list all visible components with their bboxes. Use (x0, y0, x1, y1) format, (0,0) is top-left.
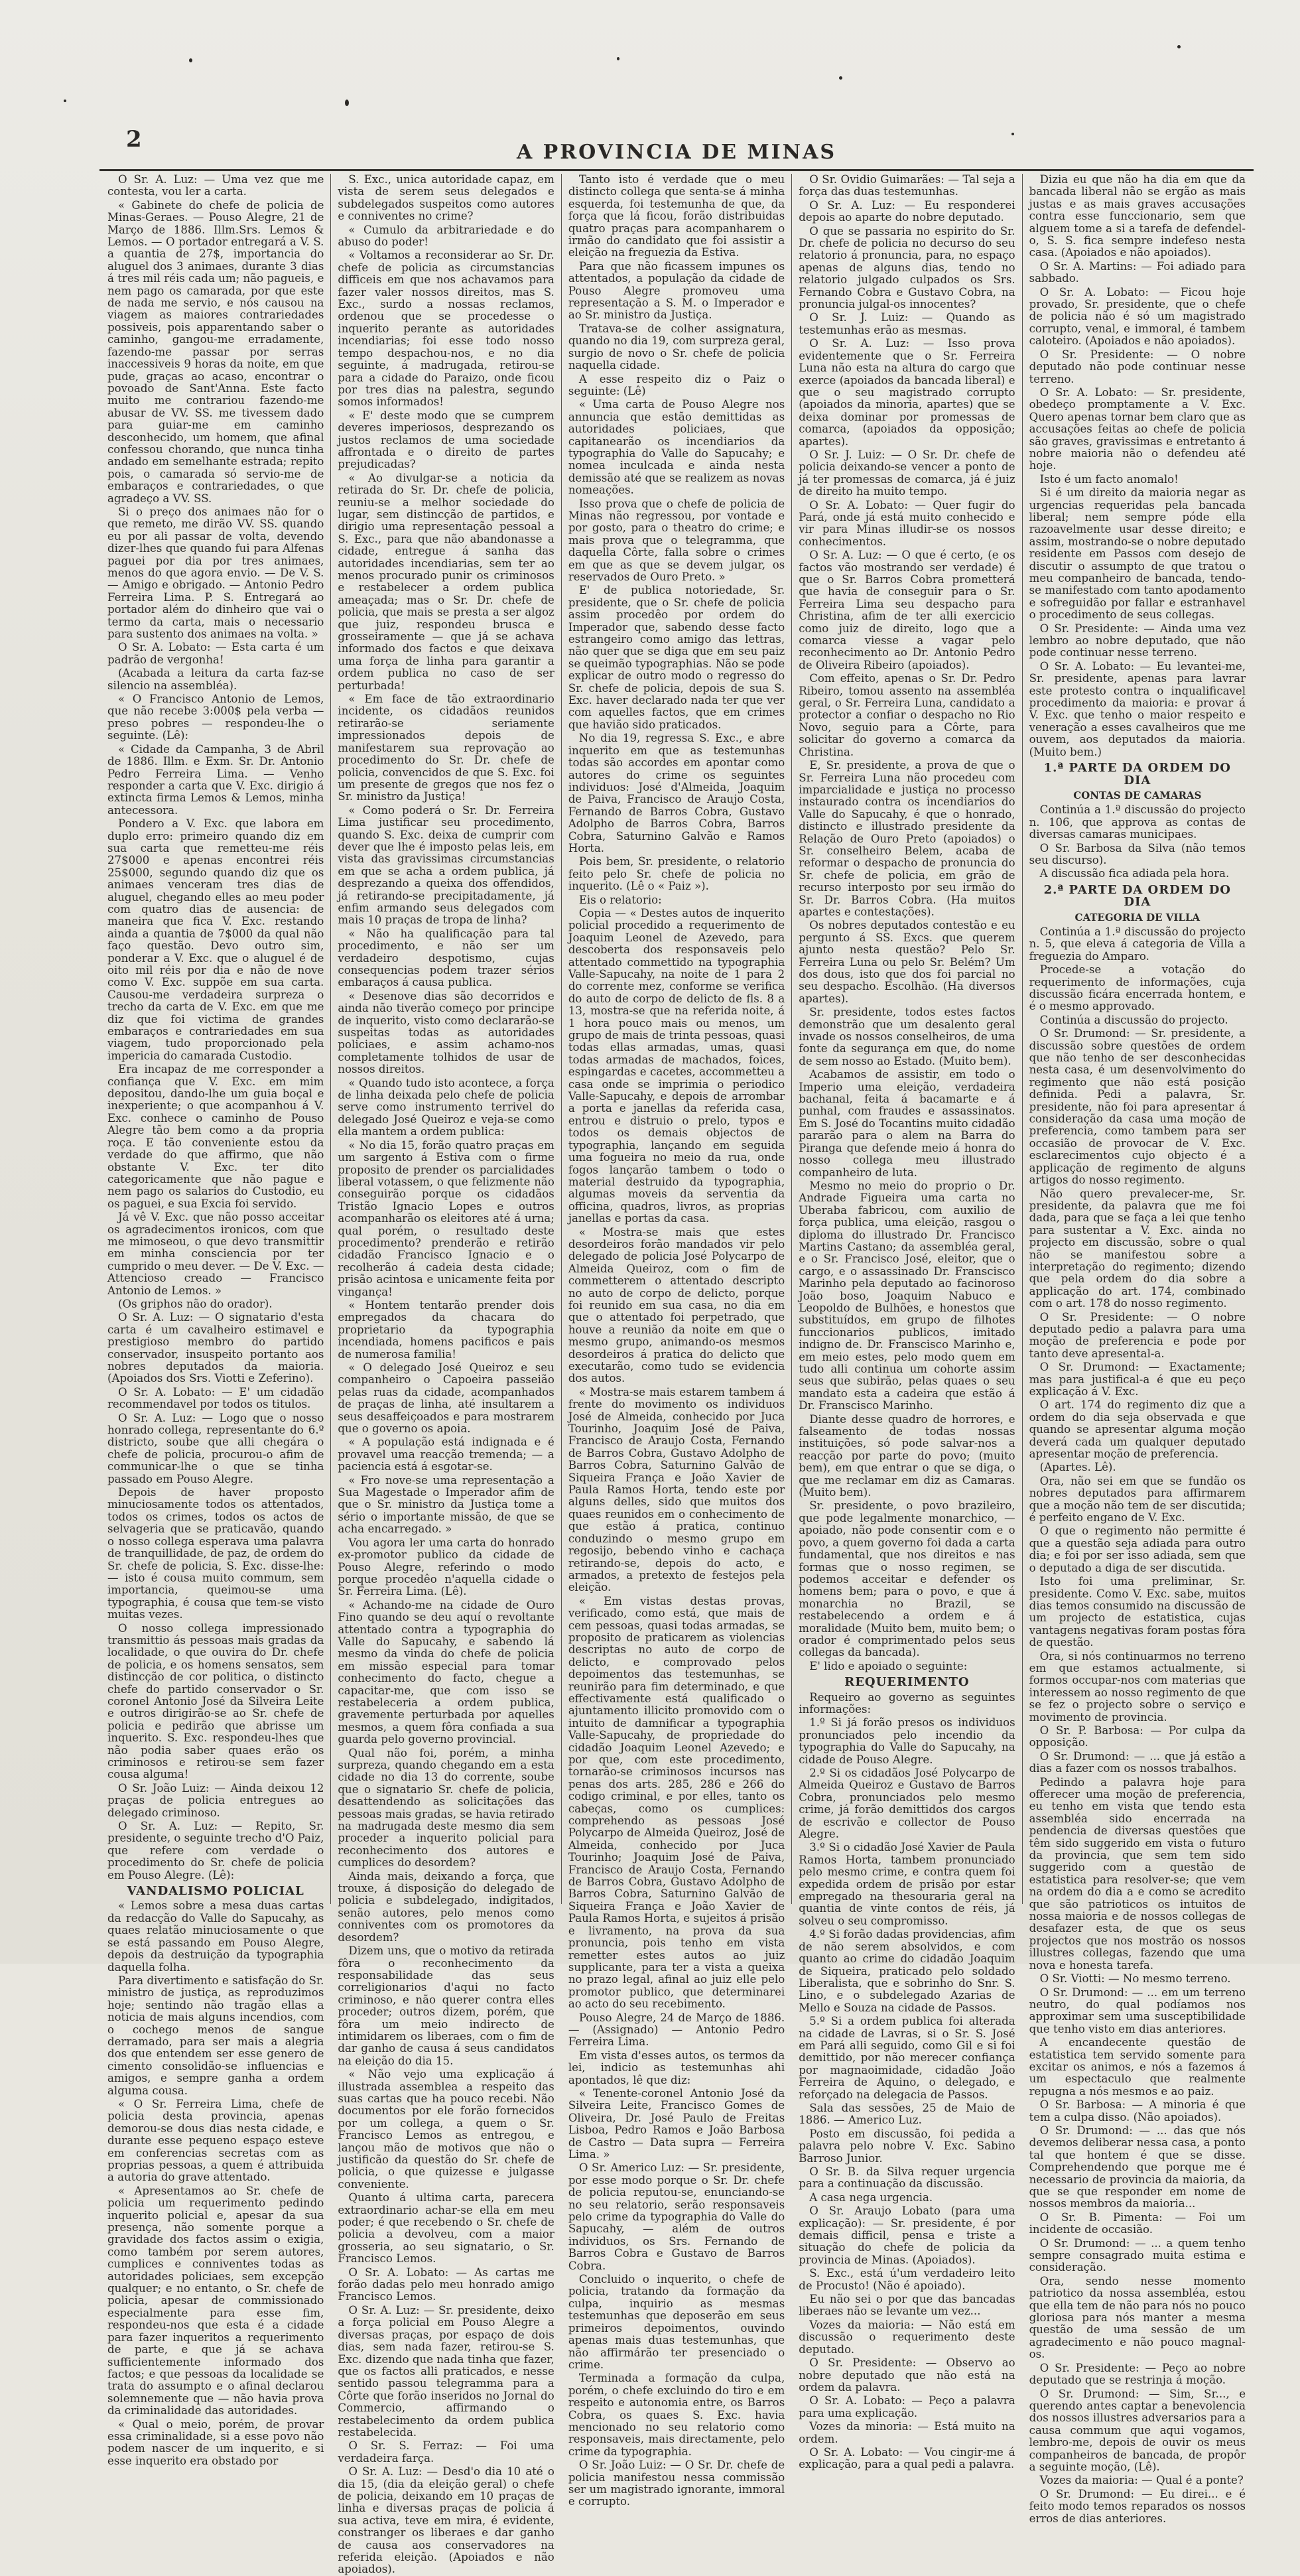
article-paragraph: Tratava-se de colher assignatura, quando no dia 19, com surpreza geral, surgio de novo o Sr. chefe de policia naquella cidade. (568, 322, 785, 372)
article-paragraph: « Hontem tentarão prender dois empregados da chacara do proprietario da typographia incendiada, homens pacificos e pais de numerosa familia! (338, 1298, 554, 1361)
article-paragraph: Era incapaz de me corresponder a confiança que V. Exc. em mim depositou, dando-lhe um guia boçal e inexperiente; o que acompanhou á V. Exc. conhece o caminho de Pouso Alegre tão bem como a da propria roça. E tão conveniente estou da verdade do que affirmo, que não obstante V. Exc. ter dito categoricamente que não pague e nem pago os salarios do Custodio, eu os paguei, e sua Excia foi servido. (107, 1063, 324, 1210)
article-paragraph: Vozes da minoria: — Está muito na ordem. (799, 2420, 1015, 2445)
article-paragraph: Terminada a formação da culpa, porém, o chefe excluindo do tiro e em respeito e autonomia entre, os Barros Cobra, os quaes S. Exc. havia mencionado no seu relatorio como responsaveis, mais directamente, pelo crime da typographia. (568, 2372, 785, 2458)
article-paragraph: 5.º Si a ordem publica foi alterada na cidade de Lavras, si o Sr. S. José em Pará alli seguido, como Gil e si foi demittido, por não merecer confiança por magnaoimidade, cidadão João Ferreira de Aquino, o delegado, e reforçado na delegacia de Passos. (799, 2015, 1015, 2101)
article-paragraph: Continúa a discussão do projecto. (1039, 1013, 1228, 1026)
page-header (99, 126, 1254, 172)
article-paragraph: Ora, não sei em que se fundão os nobres deputados para affirmarem que a moção não tem de ser discutida; é perfeito engano de V. Exc. (1029, 1474, 1246, 1525)
article-paragraph: Vozes da maioria: — Não está em discussão o requerimento deste deputado. (799, 2318, 1015, 2356)
column-1 (101, 173, 331, 2467)
article-paragraph: O Sr. Drumond: — Eu direi... e é feito modo temos reparados os nossos erros de dias anteriores. (1029, 2487, 1246, 2525)
article-paragraph: « Mostra-se mais estarem tambem á frente do movimento os individuos José de Almeida, conhecido por Juca Tourinho, Joaquim José de Paiva, Francisco de Araujo Costa, Fernando de Barros Cobra, Gustavo Adolpho de Barros Cobra, Saturnino Galvão de Siqueira França e João Xavier de Paula Ramos Horta, tendo este por alguns delles, sido que muitos dos quaes reunidos em o conhecimento de que estão á pratica, continuo conduzindo o mesmo grupo em regosijo, bebendo vinho e cachaça retirando-se, depois do acto, e armados, a pretexto de festejos pela eleição. (568, 1385, 785, 1594)
article-paragraph: Isto foi uma preliminar, Sr. presidente. Como V. Exc. sabe, muitos dias temos consumido na discussão de um projecto de estatistica, cujas vantagens negativas foram postas fóra de questão. (1029, 1575, 1246, 1649)
article-paragraph: O Sr. Presidente: — Observo ao nobre deputado que não está na ordem da palavra. (799, 2356, 1015, 2394)
article-paragraph: « Apresentamos ao Sr. chefe de policia um requerimento pedindo inquerito policial e, apesar da sua presença, não somente porque a gravidade dos factos assim o exigia, como também por serem autores, cumplices e conniventes todas as autoridades policiaes, sem excepção qualquer; e no entanto, o Sr. chefe de policia, apesar de commissionado especialmente para esse fim, respondeu-nos que esta é a cidade para fazer inqueritos a requerimento de parte, e que já se achava sufficientemente informado dos factos; e que pessoas da localidade se trata do assumpto e o afinal declarou solemnemente que — não havia prova da criminalidade das autoridades. (107, 2184, 324, 2417)
scan-speck (64, 100, 66, 102)
article-paragraph: O Sr. João Luiz: — O Sr. Dr. chefe de policia manifestou nessa commissão ser um magistrado ignorante, immoral e corrupto. (568, 2459, 785, 2508)
article-paragraph: 2.º Si os cidadãos José Polycarpo de Almeida Queiroz e Gustavo de Barros Cobra, pronunciados pelo mesmo crime, já forão demittidos dos cargos de escrivão e collector de Pouso Alegre. (799, 1767, 1015, 1841)
article-paragraph: « Achando-me na cidade de Ouro Fino quando se deu aquí o revoltante attentado contra a typographia do Valle do Sapucahy, e sabendo lá mesmo da vinda do chefe de policia em missão especial para tomar conhecimento do facto, chegue a capacitar-me, que com isso se restabeleceria a ordem publica, gravemente perturbada por aquelles mesmos, a quem fôra confiada a sua guarda pelo governo provincial. (338, 1598, 554, 1746)
article-paragraph: Os nobres deputados contestão e eu pergunto á SS. Excs. que querem ajunto nesta questão? Pelo Sr. Ferreira Luna ou pelo Sr. Belém? Um dos dous, isto que dos foi parcial no seu despacho. Escolhão. (Ha diversos apartes). (799, 919, 1015, 1005)
article-paragraph: O Sr. A. Luz: — Desd'o dia 10 até o dia 15, (dia da eleição geral) o chefe de policia, deixando em 10 praças de linha e diversas praças de policia á sua activa, teve em mira, é evidente, constranger os liberaes e dar ganho de causa aos conservadores na referida eleição. (Apoiados e não apoiados). (338, 2465, 554, 2576)
article-paragraph: O Sr. P. Barbosa: — Por culpa da opposição. (1029, 1724, 1246, 1749)
article-paragraph: « Lemos sobre a mesa duas cartas da redacção do Valle do Sapucahy, as quaes relatão minuciosamente o que se está passando em Pouso Alegre, depois da destruição da typographia daquella folha. (107, 1899, 324, 1974)
article-paragraph: O Sr. A. Luz: — O signatario d'esta carta é um cavalheiro estimavel e prestigioso membro do partido conservador, insuspeito portanto aos nobres deputados da maioria. (Apoiados dos Srs. Viotti e Zeferino). (107, 1311, 324, 1385)
article-paragraph: (Apartes. Lê). (1039, 1461, 1116, 1474)
article-paragraph: Quanto á ultima carta, parecera extraordinario achar-se ella em meu poder; é que recebendo o Sr. chefe de policia a devolveu, com a maior grosseria, ao seu signatario, o Sr. Francisco Lemos. (338, 2191, 554, 2266)
article-paragraph: S. Exc., está ú'um verdadeiro leito de Procusto! (Não é apoiado). (799, 2267, 1015, 2292)
column-5 (1023, 173, 1252, 2525)
article-paragraph: O Sr. A. Lobato: — Quer fugir do Pará, onde já está muito conhecido e vir para Minas illudir-se os nossos conhecimentos. (799, 498, 1015, 548)
article-paragraph: S. Exc., unica autoridade capaz, em vista de serem seus delegados e subdelegados suspeitos como autores e conniventes no crime? (338, 173, 554, 223)
article-paragraph: O Sr. Presidente: — Ainda uma vez lembro ao nobre deputado, que não pode continuar nesse terreno. (1029, 622, 1246, 659)
article-paragraph: Depois de haver proposto minuciosamente todos os attentados, todos os crimes, todos os actos de selvageria que se praticavão, quando o nosso collega esperava uma palavra de tranquillidade, de paz, de ordem do Sr. chefe de policia, S. Exc. disse-lhe: — isto é cousa muito commum, sem importancia, queimou-se uma typographia, é cousa que tem-se visto muitas vezes. (107, 1486, 324, 1621)
article-paragraph: O Sr. A. Luz: — Logo que o nosso honrado collega, representante do 6.º districto, soube que alli chegára o chefe de policia, procurou-o afim de communicar-lhe o que se tinha passado em Pouso Alegre. (107, 1411, 324, 1485)
article-paragraph: O Sr. Drumond: — ... em um terreno neutro, do qual podíamos nos approximar sem uma susceptibilidade que tenho visto em dias anteriores. (1029, 1986, 1246, 2035)
scan-speck (1177, 45, 1181, 48)
article-paragraph: O Sr. Drumond: — ... que já estão a dias a fazer com os nossos trabalhos. (1029, 1749, 1246, 1775)
article-paragraph: Si o preço dos animaes não for o que remeto, me dirão VV. SS. quando eu por ali passar de volta, devendo dizer-lhes que quando fui para Alfenas paguei por dia por tres animaes, menos do que agora envio. — De V. S. — Amigo e obrigado. — Antonio Pedro Ferreira Lima. P. S. Entregará ao portador além do dinheiro que vai o termo da carta, mais o necessario para sustento dos animaes na volta. » (107, 505, 324, 641)
article-paragraph: O Sr. A. Lobato: — As cartas me forão dadas pelo meu honrado amigo Francisco Lemos. (338, 2266, 554, 2303)
article-paragraph: 4.º Si forão dadas providencias, afim de não serem absolvidos, e com quanto ao crime do cidadão Joaquim de Siqueira, praticado pelo soldado Liberalista, que e sobrinho do Snr. S. Lino, e o subdelegado Azarias de Mello e Souza na cidade de Passos. (799, 1928, 1015, 2014)
article-paragraph: Pondero a V. Exc. que labora em duplo erro: primeiro quando diz em sua carta que remetteu-me réis 27$000 e apenas encontrei réis 25$000, segundo quando diz que os animaes venceram tres dias de aluguel, chegando elles ao meu poder com quatro dias de ausencia: de maneira que fica V. Exc. restando ainda a quantia de 7$000 da qual não faço questão. Devo outro sim, ponderar a V. Exc. que o aluguel é de oito mil réis por dia e não de nove como V. Exc. suppõe em sua carta. Causou-me verdadeira surpreza o trecho da carta de V. Exc. em que me diz que foi victima de grandes embaraços e contrariedades em sua viagem, tudo proporcionado pela impericia do camarada Custodio. (107, 817, 324, 1062)
article-paragraph: Isso prova que o chefe de policia de Minas não regressou, por vontade e por gosto, para o theatro do crime; e mais prova que o telegramma, que daquella Côrte, falla sobre o crimes em que as que se devem julgar, os reservados de Ouro Preto. » (568, 497, 785, 583)
column-3 (562, 173, 792, 2508)
article-paragraph: E, Sr. presidente, a prova de que o Sr. Ferreira Luna não procedeu com imparcialidade e justiça no processo instaurado contra os incendiarios do Valle do Sapucahy, é que o honrado, distincto e illustrado presidente da Relação de Ouro Preto (apoiados) o Sr. conselheiro Belem, acaba de reformar o despacho de pronuncia do Sr. chefe de policia, em grão de recurso interposto por seu irmão do Sr. Dr. Barros Cobra. (Ha muitos apartes e contestações). (799, 759, 1015, 918)
article-paragraph: O Sr. B. Pimenta: — Foi um incidente de occasião. (1029, 2210, 1246, 2236)
scan-speck (345, 100, 349, 106)
article-paragraph: O Sr. S. Ferraz: — Foi uma verdadeira farça. (338, 2439, 554, 2465)
page-number: 2 (126, 126, 142, 153)
article-paragraph: A discussão fica adiada pela hora. (1039, 867, 1230, 880)
article-paragraph: « Não vejo uma explicação á illustrada assemblea a respeito das suas cartas que ha pouco recebi. Não documentos por ele forão fornecidos por um collega, a quem o Sr. Francisco Lemos as entregou, e lançou mão de motivos que não o justificão da questão do Sr. chefe de policia, o que quizesse e julgasse conveniente. (338, 2068, 554, 2191)
article-paragraph: « O Francisco Antonio de Lemos, que não recebe 3:000$ pela verba — preso pobres — respondeu-lhe o seguinte. (Lê): (107, 693, 324, 742)
article-paragraph: O Sr. Barbosa da Silva (não temos seu discurso). (1029, 841, 1246, 866)
article-paragraph: O que se passaria no espirito do Sr. Dr. chefe de policia no decurso do seu relatorio á pronuncia, para, no espaço apenas de alguns dias, tendo no relatorio julgado culpados os Srs. Fernando Cobra e Gustavo Cobra, na pronuncia julgal-os innocentes? (799, 224, 1015, 311)
article-paragraph: « Em vistas destas provas, verificado, como está, que mais de cem pessoas, quasi todas armadas, se proposito de praticarem as violencias descriptas no auto de corpo de delicto, e comprovado pelos depoimentos das testemunhas, se reunirão para fim determinado, e que effectivamente está qualificado o ajuntamento illicito promovido com o intuito de damnificar a typographia Valle-Sapucahy, de propriedade do cidadão Joaquim Leonel Azevedo; e por que, com este procedimento, tornarão-se criminosos incursos nas penas dos arts. 285, 286 e 266 do codigo criminal, e por elles, tanto os cabeças, como os cumplices: comprehendo as pessoas José Polycarpo de Almeida Queiroz, José de Almeida, conhecido por Juca Tourinho; Joaquim José de Paiva, Francisco de Araujo Costa, Fernando de Barros Cobra, Gustavo Adolpho de Barros Cobra, Saturnino Galvão de Siqueira França e João Xavier de Paula Ramos Horta, e sujeitos á prisão e livramento, na prova da sua pronuncia, pois tenho em vista remetter estes autos ao juiz supplicante, para ter a vista a queixa no prazo legal, afinal ao juiz elle pelo promotor publico, que determinarei ao acto do seu recebimento. (568, 1594, 785, 2011)
article-paragraph: « Voltamos a reconsiderar ao Sr. Dr. chefe de policia as circumstancias difficeis em que nos achavamos para fazer valer nossos direitos, mas S. Exc., surdo a nossas reclamos, ordenou que se procedesse o inquerito perante as autoridades incendiarias; foi esse todo nosso tempo despachou-nos, e no dia seguinte, á madrugada, retirou-se para a cidade do Paraizo, onde ficou por tres dias na palestra, segundo somos informados! (338, 249, 554, 409)
article-paragraph: Tanto isto é verdade que o meu distincto collega que senta-se á minha esquerda, foi testemunha de que, da força que lá ficou, forão distribuidas quatro praças para acompanharem o irmão do candidato que foi assistir a eleição na freguezia da Estiva. (568, 173, 785, 259)
article-paragraph: O Sr. Drumond: — ... das que nós devemos deliberar nessa casa, a ponto tal que hontem é que se disse. Comprehendendo que porque me é necessario de provincia da maioria, da que se que responder em nome de nossos membros da maioria... (1029, 2124, 1246, 2210)
section-subheading: CATEGORIA DE VILLA (1074, 911, 1201, 923)
article-paragraph: « Desenove dias são decorridos e ainda não tiverão começo por principe de inquerito, visto como declararão-se suspeitas todas as autoridades policiaes, e assim achamo-nos completamente tolhidos de usar de nossos direitos. (338, 989, 554, 1076)
scan-speck (617, 57, 619, 60)
article-paragraph: O Sr. Drumond: — Sr. presidente, a discussão sobre questões de ordem que não tenho de ser desconhecidas nesta casa, é um desenvolvimento do regimento que não está posição definida. Pedi a palavra, Sr. presidente, não foi para apresentar á consideração da casa uma moção de preferencia, como tambem para ser occasião de provocar de V. Exc. esclarecimentos cujo objecto é a applicação de regimento de alguns artigos do nosso regimento. (1029, 1027, 1246, 1187)
article-paragraph: Pois bem, Sr. presidente, o relatorio feito pelo Sr. chefe de policia no inquerito. (Lê o « Paiz »). (568, 855, 785, 893)
article-paragraph: Acabamos de assistir, em todo o Imperio uma eleição, verdadeira bachanal, feita á bacamarte e á punhal, com fraudes e assassinatos. Em S. José do Tocantins muito cidadão pararão para o alem na Barra do Piranga que defende meio á honra do nosso collega meu illustrado companheiro de luta. (799, 1068, 1015, 1179)
section-subheading: CONTAS DE CAMARAS (1073, 789, 1202, 801)
article-paragraph: Eis o relatorio: (578, 893, 662, 906)
article-paragraph: O Sr. Presidente: — Peço ao nobre deputado que se restrinja á moção. (1029, 2361, 1246, 2387)
header-rule (99, 169, 1254, 171)
article-paragraph: O Sr. A. Luz: — Sr. presidente, deixo a força policial em Pouso Alegre a diversas praças, por espaço de dois dias, sem nada fazer, retirou-se S. Exc. dizendo que nada tinha que fazer, que os factos alli praticados, e nesse sentido passou telegramma para a Côrte que forão inseridos no Jornal do Commercio, affirmando o restabelecimento da ordem publica restabelecida. (338, 2303, 554, 2439)
article-paragraph: Sala das sessões, 25 de Maio de 1886. — Americo Luz. (799, 2101, 1015, 2127)
article-paragraph: « E' deste modo que se cumprem deveres imperiosos, desprezando os justos reclamos de uma sociedade affrontada e o direito de partes prejudicadas? (338, 409, 554, 471)
article-paragraph: O Sr. A. Lobato: — Vou cingir-me á explicação, para a qual pedi a palavra. (799, 2445, 1015, 2471)
section-heading: REQUERIMENTO (844, 1675, 970, 1690)
article-paragraph: O Sr. B. da Silva requer urgencia para a continuação da discussão. (799, 2165, 1015, 2191)
article-paragraph: « Em face de tão extraordinario incidente, os cidadãos reunidos retirarão-se seriamente impressionados depois de manifestarem sua reprovação ao procedimento do Sr. Dr. chefe de policia, convencidos de que S. Exc. foi um presente de gregos que nos fez o Sr. ministro da Justiça! (338, 693, 554, 803)
article-paragraph: Vou agora ler uma carta do honrado ex-promotor publico da cidade de Pouso Alegre, referindo o modo porque procedêo n'aquella cidade o Sr. Ferreira Lima. (Lê). (338, 1536, 554, 1598)
article-paragraph: Eu não sei o por que das bancadas liberaes não se levante um vez... (799, 2293, 1015, 2318)
section-heading: VANDALISMO POLICIAL (127, 1884, 304, 1899)
article-paragraph: O que o regimento não permitte é que a questão seja adiada para outro dia; e foi por ser isso adiada, sem que o deputado a diga de ser discutida. (1029, 1525, 1246, 1574)
article-paragraph: « Ao divulgar-se a noticia da retirada do Sr. Dr. chefe de policia, reuniu-se a melhor sociedade do lugar, sem distincção de partidos, e dirigio uma representação pessoal a S. Exc., para que não abandonasse a cidade, entregue á sanha das autoridades incendiarias, sem ter ao menos procurado punir os criminosos e restabelecer a ordem publica ameaçada; mas o Sr. Dr. chefe de policia, que mais se presta a ser algoz que juiz, respondeu brusca e grosseiramente — que já se achava informado dos factos e que deixava uma força de linha para garantir a ordem publica no caso de ser perturbada! (338, 471, 554, 692)
text-columns (101, 173, 1252, 2576)
article-paragraph: Ora, sendo nesse momento patriotico da nossa assembléa, estou que ella tem de não para nós no pouco gloriosa para nós manter a mesma questão de uma sessão de um agradecimento e não pouco magnal-os. (1029, 2274, 1246, 2361)
article-paragraph: No dia 19, regressa S. Exc., e abre inquerito em que as testemunhas todas são accordes em apontar como autores do crime os seguintes individuos: José d'Almeida, Joaquim de Paiva, Francisco de Araujo Costa, Fernando de Barros Cobra, Gustavo Adolpho de Barros Cobra, Barros Cobra, Saturnino Galvão e Ramos Horta. (568, 732, 785, 854)
article-paragraph: Continúa a 1.ª discussão do projecto n. 106, que approva as contas de diversas camaras municipaes. (1029, 803, 1246, 841)
article-paragraph: « O delegado José Queiroz e seu companheiro o Capoeira passeião pelas ruas da cidade, acompanhados de praças de linha, até insultarem a seus desaffeiçoados e para mostrarem que o governo os apoia. (338, 1361, 554, 1436)
article-paragraph: Procede-se a votação do requerimento de informações, cuja discussão ficára encerrada hontem, e é o mesmo approvado. (1029, 963, 1246, 1013)
article-paragraph: Pouso Alegre, 24 de Março de 1886. — (Assignado) — Antonio Pedro Ferreira Lima. (568, 2011, 785, 2049)
article-paragraph: « O Sr. Ferreira Lima, chefe de policia desta provincia, apenas demorou-se dous dias nesta cidade, e durante esse pequeno espaço esteve em conferencias secretas com as proprias pessoas, a quem é attribuida a autoria do grave attentado. (107, 2097, 324, 2184)
article-paragraph: O Sr. A. Luz: — Isso prova evidentemente que o Sr. Ferreira Luna não esta na altura do cargo que exerce (apoiados da bancada liberal) e que o seu magistrado corrupto (apoiados da minoria, apartes) que se deixa dominar por promessas de comarca, (apoiados da opposição; apartes). (799, 337, 1015, 448)
article-paragraph: Concluido o inquerito, o chefe de policia, tratando da formação da culpa, inquirio as mesmas testemunhas que deposerão em seus primeiros depoimentos, ouvindo apenas mais duas testemunhas, que não affirmárão ter presenciado o crime. (568, 2273, 785, 2371)
article-paragraph: « Quando tudo isto acontece, a força de linha deixada pelo chefe de policia serve como instrumento terrivel do delegado José Queiroz e veja-se como ella mantem a ordem publica: (338, 1076, 554, 1138)
article-paragraph: (Os griphos não do orador). (118, 1297, 273, 1310)
article-paragraph: « Gabinete do chefe de policia de Minas-Geraes. — Pouso Alegre, 21 de Março de 1886. Illm.Srs. Lemos & Lemos. — O portador entregará a V. S. a quantia de 27$, importancia do aluguel dos 3 animaes, durante 3 dias á tres mil réis cada um; não pagueis, e nem pago os camarada, por que este de nada me servio, e nós causou na viagem as maiores contrariedades possiveis, pois apparentando saber o caminho, gangou-me erradamente, fazendo-me passar por serras inaccessiveis 9 horas da noite, em que pude, graças ao acaso, encontrar o povoado de Sant'Anna. Este facto muito me contrariou fazendo-me abusar de VV. SS. me tivessem dado para guiar-me em caminho desconhecido, um homem, que afinal confessou chorando, que nunca tinha andado em semelhante estrada; repito pois, o camarada só servio-me de embaraços e contrariedades, o que agradeço a VV. SS. (107, 198, 324, 505)
article-paragraph: O Sr. A. Luz: — Uma vez que me contesta, vou ler a carta. (107, 173, 324, 198)
article-paragraph: Para que não ficassem impunes os attentados, a população da cidade de Pouso Alegre promoveu uma representação a S. M. o Imperador e ao Sr. ministro da Justiça. (568, 259, 785, 322)
article-paragraph: « Cumulo da arbitrariedade e do abuso do poder! (338, 223, 554, 249)
article-paragraph: O Sr. Araujo Lobato (para uma explicação): — Sr. presidente, é por demais difficil, pensa e triste a situação do chefe de policia da provincia de Minas. (Apoiados). (799, 2204, 1015, 2266)
article-paragraph: « Como poderá o Sr. Dr. Ferreira Lima justificar seu procedimento, quando S. Exc. deixa de cumprir com dever que lhe é imposto pelas leis, em vista das gravissimas circumstancias em que se acha a ordem publica, já desprezando a queixa dos offendidos, já retirando-se precipitadamente, já enfim armando seus delegados com mais 10 praças de tropa de linha? (338, 803, 554, 927)
article-paragraph: O Sr. A. Martins: — Foi adiado para sabbado. (1029, 259, 1246, 285)
article-paragraph: Posto em discussão, foi pedida a palavra pelo nobre V. Exc. Sabino Barroso Junior. (799, 2127, 1015, 2165)
article-paragraph: Diante desse quadro de horrores, e falseamento de todas nossas instituições, só pode salvar-nos a reacção por parte do povo; (muito bem), em que entrar o que se diga, o que me reclamar em diz as Camaras. (Muito bem). (799, 1412, 1015, 1499)
article-paragraph: Sr. presidente, o povo brazileiro, que pode legalmente monarchico, — apoiado, não pode consentir com e o povo, a quem governo foi dada a carta fundamental, que nos direitos e nas formas que o nosso regimen, se podemos acceitar e defender os homens bem; para o povo, e que á monarchia no Brazil, se restabelecendo a ordem e á moralidade (Muito bem, muito bem; o orador é comprimentado pelos seus collegas da bancada). (799, 1499, 1015, 1659)
article-paragraph: O Sr. Drumond: — ... a quem tenho sempre consagrado muita estima e consideração. (1029, 2236, 1246, 2274)
article-paragraph: O Sr. A. Luz: — Repito, Sr. presidente, o seguinte trecho d'O Paiz, que refere com verdade o procedimento do Sr. chefe de policia em Pouso Alegre. (Lê): (107, 1820, 324, 1881)
scan-speck (189, 58, 192, 62)
article-paragraph: O Sr. J. Luiz: — O Sr. Dr. chefe de policia deixando-se vencer a ponto de já ter promessas de comarca, já é juiz de direito ha muito tempo. (799, 448, 1015, 498)
article-paragraph: O Sr. A. Lobato: — Sr. presidente, obedeço promptamente a V. Exc. Quero apenas tornar bem claro que as accusações feitas ao chefe de policia são graves, gravissimas e entretanto á nobre maioria não o defendeu até hoje. (1029, 385, 1246, 472)
article-paragraph: Já vê V. Exc. que não posso acceitar os agradecimentos ironicos, com que me mimoseou, o que devo transmittir em minha consciencia por ter cumprido o meu dever. — De V. Exc. — Attencioso creado — Francisco Antonio de Lemos. » (107, 1211, 324, 1297)
article-paragraph: O Sr. A. Luz: — Eu responderei depois ao aparte do nobre deputado. (799, 198, 1015, 224)
article-paragraph: O nosso collega impressionado transmittio ás pessoas mais gradas da localidade, o que ouvira do Dr. chefe de policia, e os homens sensatos, sem distincção de cor politica, o distincto chefe do partido conservador o Sr. coronel Antonio José da Silveira Leite e outros dirigirão-se ao Sr. chefe de policia e pedirão que abrisse um inquerito. S. Exc. respondeu-lhes que não podia saber quaes erão os criminosos e retirou-se sem fazer cousa alguma! (107, 1621, 324, 1781)
article-paragraph: « A população está indignada e é provavel uma reacção tremenda; — a paciencia está á esgotar-se. (338, 1436, 554, 1473)
article-paragraph: O Sr. Presidente: — O nobre deputado pedio a palavra para uma moção de preferencia e pode por tanto deve apresental-a. (1029, 1310, 1246, 1360)
article-paragraph: Em vista d'esses autos, os termos da lei, indicio as testemunhas ahi apontados, lê que diz: (568, 2049, 785, 2086)
article-paragraph: Dizia eu que não ha dia em que da bancada liberal não se ergão as mais justas e as mais graves accusações contra esse funccionario, sem que alguem tome a si a tarefa de defendel-o, S. S. fica sempre indefeso nesta casa. (Apoiados e não apoiados). (1029, 173, 1246, 259)
article-paragraph: « No dia 15, forão quatro praças em um sargento á Estiva com o firme proposito de prender os parcialidades liberal votassem, o que felizmente não conseguirão porque os cidadãos Tristão Ignacio Lopes e outros acompanharão os eleitores até á urna; qual porém, o resultado deste procedimento? prenderão e retirão cidadão Francisco Ignacio e o recolherão á cadeia desta cidade; prisão acintosa e unicamente feita por vingança! (338, 1138, 554, 1298)
article-paragraph: A casa nega urgencia. (809, 2191, 933, 2204)
article-paragraph: Copia — « Destes autos de inquerito policial procedido a requerimento de Joaquim Leonel de Azevedo, para descoberta dos responsaveis pelo attentado commettido na typographia Valle-Sapucahy, na noite de 1 para 2 do corrente mez, conforme se verifica do auto de corpo de delicto de fls. 8 a 13, mostra-se que na referida noite, á 1 hora pouco mais ou menos, um grupo de mais de trinta pessoas, quasi todas ellas armadas, umas, quasi todas armadas de machados, foices, espingardas e cacetes, accommetteu a casa onde se imprimia o periodico Valle-Sapucahy, e depois de arrombar a porta e janellas da referida casa, entrou e distruio o prelo, typos e todos os demais objectos de typographia, lançando em seguida uma fogueira no meio da rua, onde fogos lançarão tambem o todo o material destruido da typographia, algumas moveis da serventia da officina, quadros, livros, as proprias janellas e portas da casa. (568, 906, 785, 1225)
article-paragraph: « Uma carta de Pouso Alegre nos annuncia que estão demittidas as autoridades policiaes, que capitanearão os incendiarios da typographia do Valle do Sapucahy; e nomea inculcada e ainda nesta demissão até que se realizem as novas nomeações. (568, 398, 785, 497)
article-paragraph: « Não ha qualificação para tal procedimento, e não ser um verdadeiro despotismo, cujas consequencias podem trazer sérios embaraços á causa publica. (338, 927, 554, 989)
article-paragraph: Vozes da maioria: — Qual é a ponte? (1039, 2474, 1244, 2487)
article-paragraph: A esse respeito diz o Paiz o seguinte: (Lê) (568, 372, 785, 397)
article-paragraph: O Sr. A. Lobato: — Eu levantei-me, Sr. presidente, apenas para lavrar este protesto contra o inqualificavel procedimento da maioria: e provar á V. Exc. que tenho o maior respeito e veneração a esses cavalheiros que me ouvem, aos deputados da maioria. (Muito bem.) (1029, 659, 1246, 758)
article-paragraph: A encandecente questão de estatistica tem servido somente para excitar os animos, e nós a fazemos á um espectaculo que realmente repugna a nós mesmos e ao paiz. (1029, 2036, 1246, 2098)
article-paragraph: Mesmo no meio do proprio o Dr. Andrade Figueira uma carta no Uberaba fabricou, com auxilio de força publica, uma eleição, rasgou o diploma do illustrado Dr. Francisco Martins Castano; da assembléa geral, e o Sr. Francisco José, eleitor, que o cargo, e o assassinado Dr. Franscisco Marinho pela deputado ao facinoroso João boso, Joaquim Nabuco e Leopoldo de Bulhões, e honestos que substituídos, em grupo de filhotes funccionarios publicos, imitado indigno de. Dr. Franscisco Marinho e, em meio estes, pelo modo quem em tudo alli continua um cohorte assim seus que subirão, pelas quaes o seu mandato esta a cadeira que estão á Dr. Franscisco Marinho. (799, 1179, 1015, 1412)
article-paragraph: Ora, si nós continuarmos no terreno em que estamos actualmente, si formos occupar-nos com materias que interessem ao nosso regimento de que se fez o projecto sobre o serviço e movimento de provincia. (1029, 1649, 1246, 1724)
article-paragraph: O Sr. Americo Luz: — Sr. presidente, por esse modo porque o Sr. Dr. chefe de policia reputou-se, enunciando-se no seu relatorio, serão responsaveis pelo crime da typographia do Valle do Sapucahy, — além de outros individuos, os Srs. Fernando de Barros Cobra e Gustavo de Barros Cobra. (568, 2161, 785, 2272)
section-heading: 1.ª PARTE DA ORDEM DO DIA (1043, 761, 1231, 787)
article-paragraph: Sr. presidente, todos estes factos demonstrão que um desalento geral invade os nossos conselheiros, de uma fonte da segurança em que, do nome de sem nosso ao Estado. (Muito bem). (799, 1006, 1015, 1067)
article-paragraph: 1.º Si já forão presos os individuos pronunciados pelo incendio da typographia do Valle do Sapucahy, na cidade de Pouso Alegre. (799, 1716, 1015, 1766)
article-paragraph: Si é um direito da maioria negar as urgencias requeridas pela bancada liberal; nem sempre póde ella razoavelmente usar desse direito; e assim, mostrando-se o nobre deputado residente em Passos com desejo de discutir o assumpto de que tratou o meu companheiro de bancada, tendo-se manifestado com tanto apodamento e sofreguidão por fallar e estranhavel o procedimento de seus collegas. (1029, 486, 1246, 622)
article-paragraph: O Sr. A. Lobato: — Esta carta é um padrão de vergonha! (107, 641, 324, 666)
article-paragraph: Dizem uns, que o motivo da retirada fôra o reconhecimento da responsabilidade das seus correligionarios d'aqui no facto criminoso, e não querer contra elles proceder; outros dizem, porém, que fôra um meio indirecto de intimidarem os liberaes, com o fim de dar ganho de causa á seus candidatos na eleição do dia 15. (338, 1944, 554, 2067)
article-paragraph: O Sr. J. Luiz: — Quando as testemunhas erão as mesmas. (799, 311, 1015, 336)
article-paragraph: O Sr. Presidente: — O nobre deputado não pode continuar nesse terreno. (1029, 348, 1246, 385)
article-paragraph: Para divertimento e satisfação do Sr. ministro de justiça, as reproduzimos hoje; sentindo não tragão ellas a noticia de mais alguns incendios, com o cochego menos de sangue derramado, para ser mais a alegria dos que entendem ser esse genero de cimento consolidão-se influencias e amigos, e sempre ganha a ordem alguma cousa. (107, 1974, 324, 2097)
article-paragraph: Com effeito, apenas o Sr. Dr. Pedro Ribeiro, tomou assento na assembléa geral, o Sr. Ferreira Luna, candidato a protector a confiar o despacho no Rio Novo, seguio para a Côrte, para solicitar do governo a comarca da Christina. (799, 672, 1015, 758)
article-paragraph: « Tenente-coronel Antonio José da Silveira Leite, Francisco Gomes de Oliveira, Dr. José Paulo de Freitas Lisboa, Pedro Ramos e João Barbosa de Castro — Data supra — Ferreira Lima. » (568, 2086, 785, 2161)
article-paragraph: O Sr. A. Lobato: — Ficou hoje provado, Sr. presidente, que o chefe de policia não é só um magistrado corrupto, venal, e immoral, é tambem caloteiro. (Apoiados e não apoiados). (1029, 285, 1246, 348)
column-4 (792, 173, 1022, 2471)
column-2 (331, 173, 561, 2576)
article-paragraph: « Fro nove-se uma representação a Sua Magestade o Imperador afim de que o Sr. ministro da Justiça tome a sério o importante missão, de que se acha encarregado. » (338, 1473, 554, 1536)
article-paragraph: O Sr. João Luiz: — Ainda deixou 12 praças de policia entregues ao delegado criminoso. (107, 1781, 324, 1819)
scan-speck (839, 76, 842, 80)
article-paragraph: 3.º Si o cidadão José Xavier de Paula Ramos Horta, tambem pronunciado pelo mesmo crime, e contra quem foi expedida ordem de prisão por estar empregado na thesouraria geral na quantia de vinte contos de réis, já solveu o seu compromisso. (799, 1841, 1015, 1927)
article-paragraph: E' de publica notoriedade, Sr. presidente, que o Sr. chefe de policia assim procedêo por ordem do Imperador que, sabendo desse facto estrangeiro como amigo das lettras, não quer que se diga que em seu paiz se queimão typographias. Não se pode explicar de outro modo o regresso do Sr. chefe de policia, depois de sua S. Exc. haver declarado nada ter que ver com aquelles factos, que em crimes que havião sido praticados. (568, 584, 785, 731)
article-paragraph: O art. 174 do regimento diz que a ordem do dia seja observada e que quando se apresentar alguma moção deverá cada um qualquer deputado apresentar moção de preferencia. (1029, 1398, 1246, 1461)
article-paragraph: (Acabada a leitura da carta faz-se silencio na assembléa). (107, 667, 324, 692)
article-paragraph: « Cidade da Campanha, 3 de Abril de 1886. Illm. e Exm. Sr. Dr. Antonio Pedro Ferreira Lima. — Venho responder a carta que V. Exc. dirigio á extincta firma Lemos & Lemos, minha antecessora. (107, 742, 324, 817)
newspaper-title: A PROVINCIA DE MINAS (516, 141, 837, 164)
article-paragraph: Pedindo a palavra hoje para offerecer uma moção de preferencia, eu tenho em vista que tendo esta assembléa sido encerrada na pendencia de diversas questões que têm sido suggerido em vista o futuro da provincia, que sem tem sido suggerido com a questão de estatistica para resolver-se; que vem na ordem do dia a e como se acredito que são patrioticos os intuitos de nossa maioria e de nossos collegas de desafazer esta, de que os seus projectos que nos mostrão os nossos illustres collegas, fazendo que uma nova e honesta tarefa. (1029, 1775, 1246, 1972)
article-paragraph: O Sr. A. Lobato: — E' um cidadão recommendavel por todos os titulos. (107, 1385, 324, 1411)
article-paragraph: Qual não foi, porém, a minha surpreza, quando chegando em a esta cidade no dia 13 do corrente, soube que o signatario Sr. chefe de policia, desattendendo as solicitações das pessoas mais gradas, se havia retirado na madrugada deste mesmo dia sem proceder a inquerito policial para reconhecimento dos autores e cumplices do desordem? (338, 1746, 554, 1869)
article-paragraph: « Qual o meio, porém, de provar essa criminalidade, si a esse povo não podem nascer de um inquerito, e si esse inquerito era obstado por (107, 2417, 324, 2467)
article-paragraph: E' lido e apoiado o seguinte: (809, 1659, 968, 1672)
article-paragraph: « Mostra-se mais que estes desordeiros forão mandados vir pelo delegado de policia José Polycarpo de Almeida Queiroz, com o fim de commetterem o attentado descripto no auto de corpo de delicto, porque foi reunido em sua casa, no dia em que o attentado foi perpetrado, que houve a reunião da noite em que o mesmo grupo, animando-os mesmos desordeiros á pratica do delicto que executarão, como tudo se evidencia dos autos. (568, 1225, 785, 1385)
article-paragraph: O Sr. Viotti: — No mesmo terreno. (1039, 1972, 1231, 1986)
article-paragraph: Ainda mais, deixando a força, que trouxe, á disposição do delegado de policia e subdelegado, indigitados, senão autores, pelo menos como conniventes com os promotores da desordem? (338, 1869, 554, 1944)
article-paragraph: O Sr. Drumond: — Sim, Sr..., e querendo antes captar a benevolencia dos nossos illustres adversarios para a causa commum que aqui vogamos, lembro-me, depois de ouvir os meus companheiros de bancada, de propôr a seguinte moção, (Lê). (1029, 2387, 1246, 2473)
article-paragraph: Isto é um facto anomalo! (1039, 472, 1179, 486)
article-paragraph: O Sr. Barbosa: — A minoria é que tem a culpa disso. (Não apoiados). (1029, 2098, 1246, 2124)
article-paragraph: O Sr. A. Luz: — O que é certo, (e os factos vão mostrando ser verdade) é que o Sr. Barros Cobra prometterá que havia de conseguir para o Sr. Ferreira Lima seu despacho para Christina, afim de ter alli exercicio como juiz de direito, logo que a comarca viesse a vagar pelo reconhecimento ao Dr. Antonio Pedro de Oliveira Ribeiro (apoiados). (799, 549, 1015, 671)
article-paragraph: O Sr. Ovidio Guimarães: — Tal seja a força das duas testemunhas. (799, 173, 1015, 198)
article-paragraph: O Sr. Drumond: — Exactamente; mas para justifical-a é que eu peço explicação á V. Exc. (1029, 1361, 1246, 1398)
article-paragraph: O Sr. A. Lobato: — Peço a palavra para uma explicação. (799, 2394, 1015, 2419)
section-heading: 2.ª PARTE DA ORDEM DO DIA (1043, 882, 1231, 910)
article-paragraph: Requeiro ao governo as seguintes informações: (799, 1690, 1015, 1716)
article-paragraph: Continúa a 1.ª discussão do projecto n. 5, que eleva á categoria de Villa a freguezia do Amparo. (1029, 925, 1246, 963)
article-paragraph: Não quero prevalecer-me, Sr. presidente, da palavra que me foi dada, para que se faça a lei que tenho para sustentar a V. Exc. ainda no projecto em discussão, sobre o qual não se manifestou sobre a interpretação do regimento; dizendo que pela ordem do dia sobre a applicação do art. 174, combinado com o art. 178 do nosso regimento. (1029, 1187, 1246, 1310)
